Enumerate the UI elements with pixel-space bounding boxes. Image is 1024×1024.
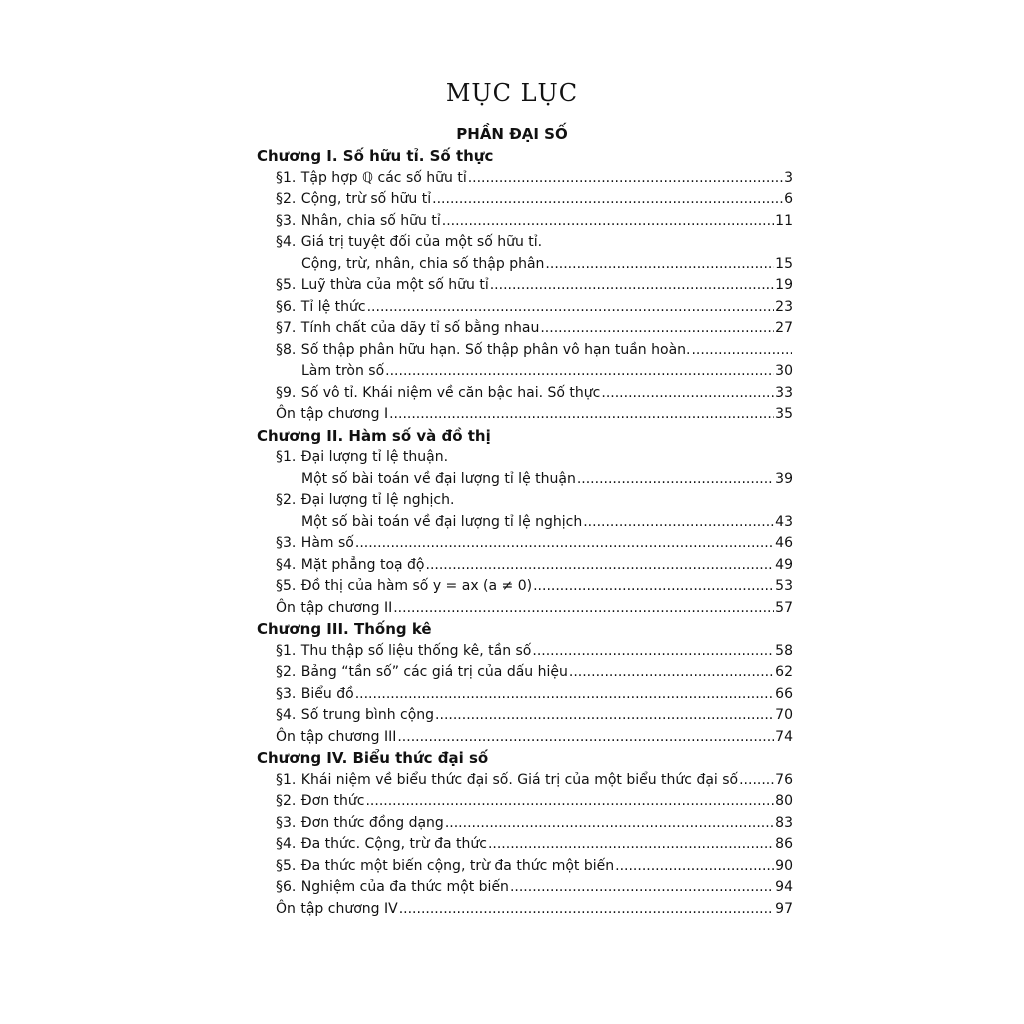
entry-title: §2. Cộng, trừ số hữu tỉ xyxy=(276,191,432,207)
entry-page: 53 xyxy=(775,578,793,594)
toc-entry xyxy=(257,662,793,684)
entry-title: §4. Giá trị tuyệt đối của một số hữu tỉ. xyxy=(276,234,543,250)
entry-title: §2. Đại lượng tỉ lệ nghịch. xyxy=(276,492,455,508)
dot-leader xyxy=(540,318,774,340)
entry-page: 94 xyxy=(775,879,793,895)
entry-page: 83 xyxy=(775,814,793,831)
dot-leader xyxy=(445,813,774,835)
toc-entry xyxy=(257,598,793,620)
entry-page: 58 xyxy=(775,642,793,659)
entry-title: §3. Biểu đồ xyxy=(276,685,354,702)
dot-leader xyxy=(435,705,774,727)
entry-title: Một số bài toán về đại lượng tỉ lệ thuận xyxy=(301,470,576,487)
dot-leader xyxy=(365,791,774,813)
toc-entry xyxy=(257,383,793,405)
entry-title: §4. Mặt phẳng toạ độ xyxy=(276,556,425,573)
entry-title: §4. Số trung bình cộng xyxy=(276,707,435,723)
dot-leader xyxy=(355,533,774,555)
dot-leader xyxy=(355,684,774,706)
entry-title: Một số bài toán về đại lượng tỉ lệ nghịch xyxy=(301,513,583,530)
dot-leader xyxy=(490,275,774,297)
entry-title: §5. Luỹ thừa của một số hữu tỉ xyxy=(276,277,489,293)
toc-entry xyxy=(257,770,793,792)
page-title: MỤC LỤC xyxy=(445,79,579,107)
toc-entry xyxy=(257,533,793,555)
dot-leader xyxy=(583,512,774,534)
chapter-heading: Chương II. Hàm số và đồ thị xyxy=(257,426,491,445)
dot-leader xyxy=(577,469,774,491)
entry-title: Làm tròn số xyxy=(301,363,385,379)
entry-page: 57 xyxy=(775,599,793,616)
entry-page: 30 xyxy=(775,363,793,379)
dot-leader xyxy=(533,576,774,598)
entry-page: 35 xyxy=(775,406,793,422)
entry-page: 19 xyxy=(775,277,793,293)
entry-title: §7. Tính chất của dãy tỉ số bằng nhau xyxy=(276,320,540,336)
entry-page: 86 xyxy=(775,836,793,852)
entry-page: 6 xyxy=(784,191,793,207)
toc-entry xyxy=(257,189,793,211)
toc-entry xyxy=(257,168,793,190)
dot-leader xyxy=(389,404,774,426)
entry-page: 11 xyxy=(775,212,793,229)
entry-title: §2. Đơn thức xyxy=(276,793,365,809)
entry-title: §5. Đồ thị của hàm số y = ax (a ≠ 0) xyxy=(276,578,533,594)
entry-page: 80 xyxy=(775,793,793,809)
entry-title: Ôn tập chương IV xyxy=(276,900,398,917)
dot-leader xyxy=(615,856,774,878)
toc-entry xyxy=(257,834,793,856)
chapter-heading: Chương I. Số hữu tỉ. Số thực xyxy=(257,147,494,165)
toc-entry-continued xyxy=(257,361,793,383)
entry-page: 90 xyxy=(775,857,793,874)
toc-entry xyxy=(257,490,793,512)
entry-page: 66 xyxy=(775,685,793,702)
entry-page: 3 xyxy=(784,169,793,186)
toc-entry-continued xyxy=(257,254,793,276)
toc-entry xyxy=(257,275,793,297)
toc-entry xyxy=(257,813,793,835)
entry-page: 39 xyxy=(775,470,793,487)
dot-leader xyxy=(691,340,792,362)
toc-entry xyxy=(257,641,793,663)
entry-title: §1. Thu thập số liệu thống kê, tần số xyxy=(276,642,532,659)
toc-entry xyxy=(257,899,793,921)
entry-page: 23 xyxy=(775,298,793,315)
dot-leader xyxy=(601,383,774,405)
toc-entry xyxy=(257,791,793,813)
dot-leader xyxy=(739,770,774,792)
entry-page: 43 xyxy=(775,513,793,530)
dot-leader xyxy=(488,834,774,856)
toc-entry xyxy=(257,297,793,319)
dot-leader xyxy=(468,168,783,190)
entry-title: §3. Hàm số xyxy=(276,535,354,551)
toc-entry xyxy=(257,576,793,598)
dot-leader xyxy=(510,877,774,899)
toc-entry xyxy=(257,318,793,340)
entry-title: §3. Nhân, chia số hữu tỉ xyxy=(276,212,441,229)
entry-page: 33 xyxy=(775,384,793,401)
entry-title: Ôn tập chương II xyxy=(276,599,393,616)
chapter-heading: Chương IV. Biểu thức đại số xyxy=(257,749,489,767)
entry-page: 46 xyxy=(775,535,793,551)
dot-leader xyxy=(367,297,775,319)
entry-title: §2. Bảng “tần số” các giá trị của dấu hiệu xyxy=(276,664,568,680)
dot-leader xyxy=(569,662,774,684)
toc-entry xyxy=(257,727,793,749)
entry-title: §8. Số thập phân hữu hạn. Số thập phân vô hạn tuần hoàn. xyxy=(276,341,691,358)
toc-entry-continued xyxy=(257,469,793,491)
entry-title: §6. Tỉ lệ thức xyxy=(276,298,366,315)
chapter-heading: Chương III. Thống kê xyxy=(257,620,432,638)
toc-entry xyxy=(257,705,793,727)
part-heading: PHẦN ĐẠI SỐ xyxy=(456,125,568,143)
toc-entry-continued xyxy=(257,512,793,534)
entry-title: §3. Đơn thức đồng dạng xyxy=(276,814,444,831)
toc-entry xyxy=(257,856,793,878)
toc-entry xyxy=(257,232,793,254)
entry-title: §1. Khái niệm về biểu thức đại số. Giá trị của một biểu thức đại số xyxy=(276,771,739,788)
dot-leader xyxy=(532,641,774,663)
entry-title: §4. Đa thức. Cộng, trừ đa thức xyxy=(276,836,487,852)
toc-entry xyxy=(257,404,793,426)
entry-page: 97 xyxy=(775,900,793,917)
entry-title: §9. Số vô tỉ. Khái niệm về căn bậc hai. Số thực xyxy=(276,384,601,401)
toc-entry xyxy=(257,340,793,362)
entry-page: 49 xyxy=(775,556,793,573)
dot-leader xyxy=(442,211,774,233)
entry-page: 70 xyxy=(775,707,793,723)
entry-page: 15 xyxy=(775,255,793,272)
entry-title: §6. Nghiệm của đa thức một biến xyxy=(276,879,509,895)
entry-title: Ôn tập chương III xyxy=(276,728,397,745)
dot-leader xyxy=(397,727,774,749)
toc-entry xyxy=(257,555,793,577)
entry-page: 76 xyxy=(775,771,793,788)
table-of-contents xyxy=(257,146,793,920)
toc-entry xyxy=(257,447,793,469)
entry-title: §1. Tập hợp ℚ các số hữu tỉ xyxy=(276,169,467,186)
dot-leader xyxy=(393,598,774,620)
toc-entry xyxy=(257,877,793,899)
dot-leader xyxy=(426,555,775,577)
entry-page: 74 xyxy=(775,728,793,745)
entry-title: Cộng, trừ, nhân, chia số thập phân xyxy=(301,255,545,272)
dot-leader xyxy=(545,254,774,276)
entry-title: §5. Đa thức một biến cộng, trừ đa thức một biến xyxy=(276,857,615,874)
dot-leader xyxy=(432,189,783,211)
dot-leader xyxy=(399,899,774,921)
toc-entry xyxy=(257,684,793,706)
entry-title: Ôn tập chương I xyxy=(276,406,389,422)
entry-title: §1. Đại lượng tỉ lệ thuận. xyxy=(276,449,449,465)
entry-page: 27 xyxy=(775,320,793,336)
toc-entry xyxy=(257,211,793,233)
dot-leader xyxy=(385,361,774,383)
entry-page: 62 xyxy=(775,664,793,680)
